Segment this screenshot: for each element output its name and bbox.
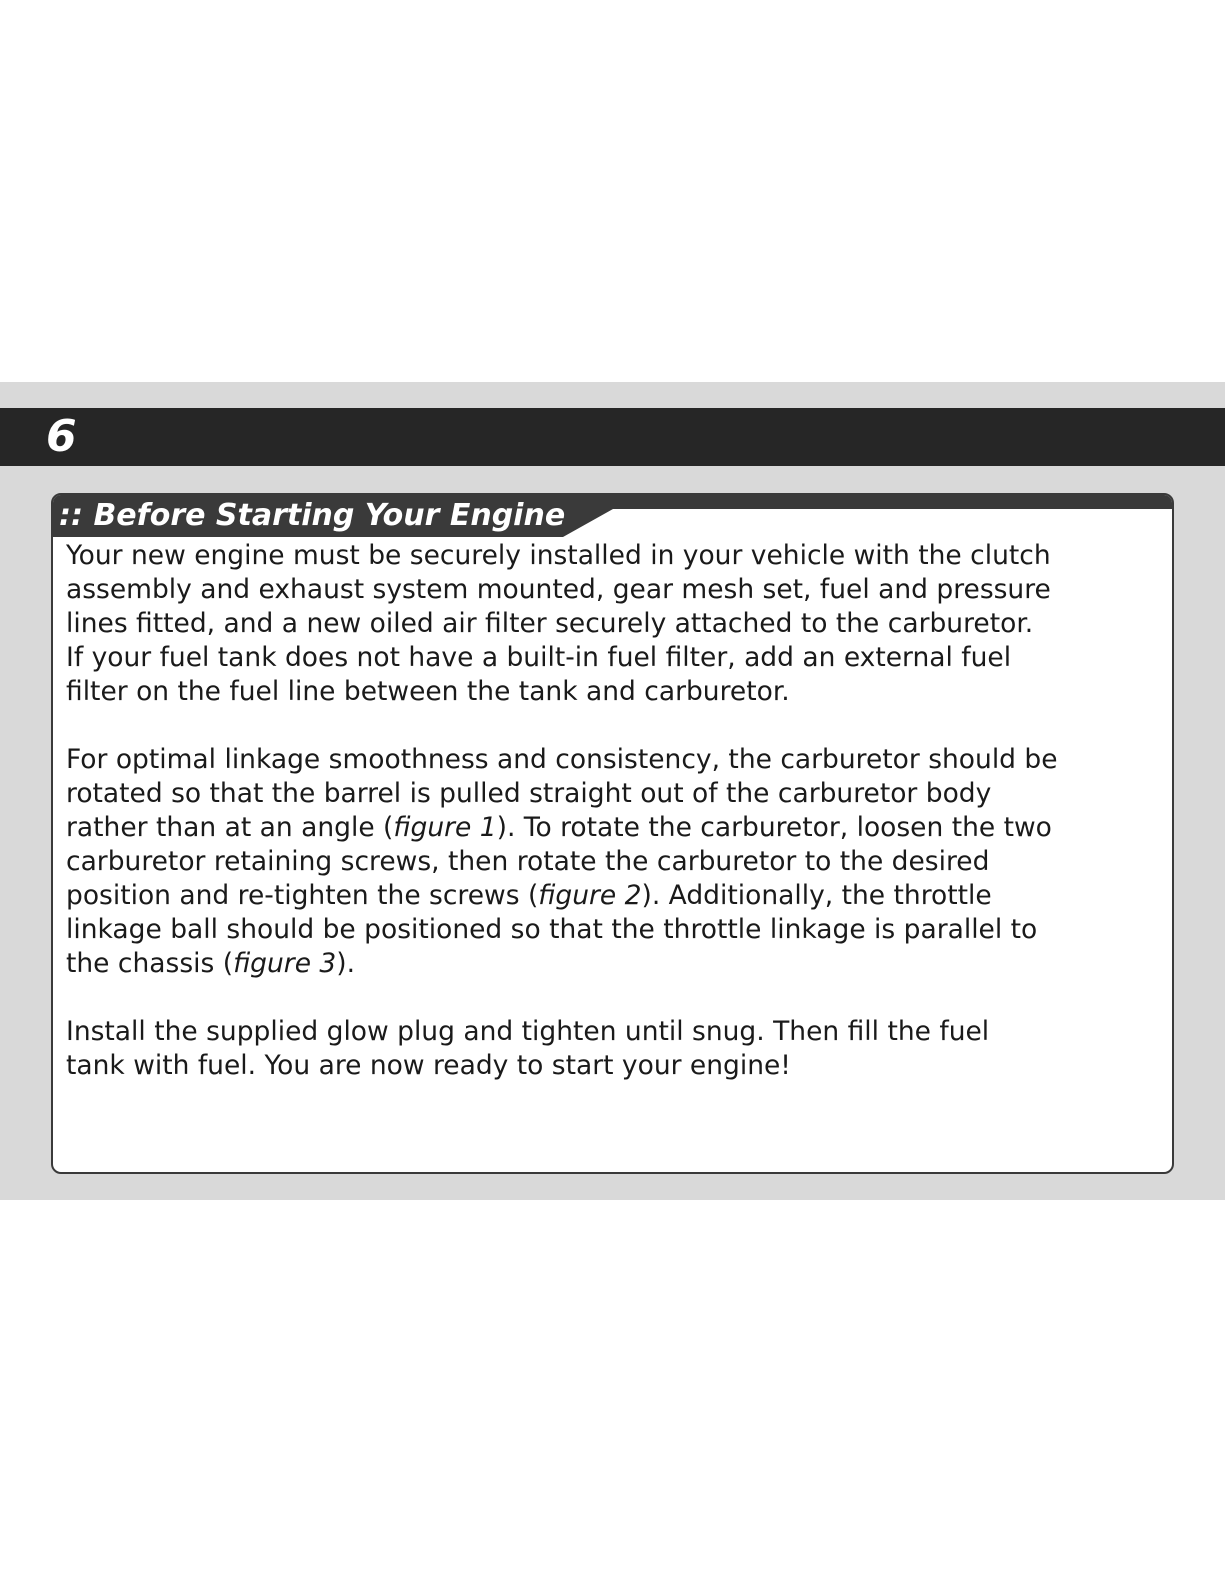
figure-1-reference: figure 1 (393, 812, 497, 843)
paragraph-3: Install the supplied glow plug and tighten until snug. Then fill the fuel tank with fuel. You are now ready to start your engine! (66, 1016, 990, 1081)
paragraph-1: Your new engine must be securely installed in your vehicle with the clutch assembly and exhaust system mounted, gear mesh set, fuel and pressure lines fitted, and a new oiled air filter securely attached to the carburetor. If your fuel tank does not have a built-in fuel filter, add an external fuel filter on the fuel line between the tank and carburetor. (66, 540, 1051, 707)
paragraph-2-text-3: ). Additionally, the throttle linkage ball should be positioned so that the throttle linkage is parallel to the chassis ( (66, 880, 1038, 979)
section-box (51, 493, 1174, 1174)
paragraph-2-text-1: For optimal linkage smoothness and consistency, the carburetor should be rotated so that the barrel is pulled straight out of the carburetor body rather than at an angle ( (66, 744, 1058, 843)
paragraph-2-text-4: ). (336, 948, 356, 979)
page-header-bar (0, 408, 1225, 466)
figure-3-reference: figure 3 (233, 948, 337, 979)
page-number: 6 (46, 411, 77, 462)
section-title: :: Before Starting Your Engine (59, 498, 566, 533)
section-body (66, 539, 1166, 1117)
paragraph-2 (66, 743, 1166, 981)
figure-2-reference: figure 2 (538, 880, 642, 911)
paragraph-2-text-2: ). To rotate the carburetor, loosen the two carburetor retaining screws, then rotate the carburetor to the desired position and re-tighten the screws ( (66, 812, 1052, 911)
